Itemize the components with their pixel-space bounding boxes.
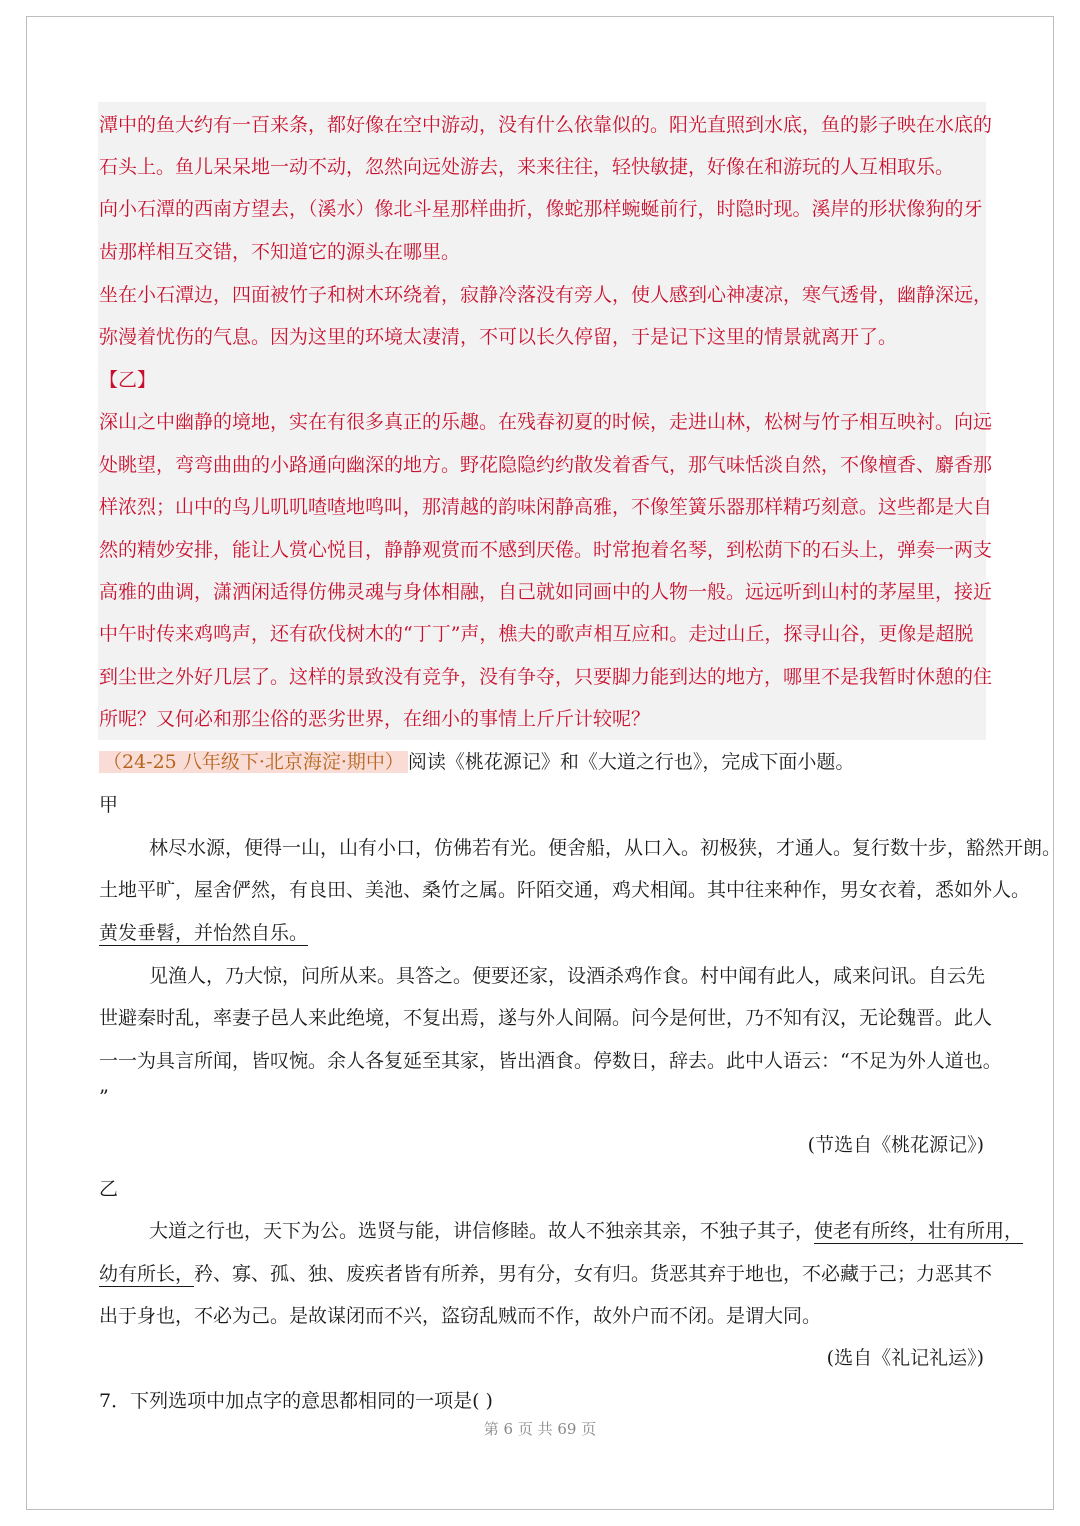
translation-line: 所呢？又何必和那尘俗的恶劣世界，在细小的事情上斤斤计较呢？: [99, 708, 651, 730]
translation-line: 向小石潭的西南方望去，（溪水）像北斗星那样曲折，像蛇那样蜿蜒前行，时隐时现。溪岸的形状像狗的牙: [99, 198, 983, 220]
passage-line: 土地平旷，屋舍俨然，有良田、美池、桑竹之属。阡陌交通，鸡犬相闻。其中往来种作，男女衣着，悉如外人。: [99, 879, 1031, 901]
passage-label-yi: 乙: [99, 1178, 119, 1200]
page-number: 第 6 页 共 69 页: [483, 1420, 597, 1438]
passage-source-yi: (选自《礼记礼运》): [826, 1347, 984, 1369]
underlined-phrase: 使老有所终，壮有所用，: [814, 1220, 1024, 1242]
translation-line: 石头上。鱼儿呆呆地一动不动，忽然向远处游去，来来往往，轻快敏捷，好像在和游玩的人互相取乐。: [99, 156, 955, 178]
passage-line: 见渔人，乃大惊，问所从来。具答之。便要还家，设酒杀鸡作食。村中闻有此人，咸来问讯。自云先: [149, 965, 986, 987]
translation-line: 深山之中幽静的境地，实在有很多真正的乐趣。在残春初夏的时候，走进山林，松树与竹子相互映衬。向远: [99, 411, 993, 433]
passage-line: 世避秦时乱，率妻子邑人来此绝境，不复出焉，遂与外人间隔。问今是何世，乃不知有汉，无论魏晋。此人: [99, 1007, 993, 1029]
passage-line: 一一为具言所闻，皆叹惋。余人各复延至其家，皆出酒食。停数日，辞去。此中人语云：“不足为外人道也。: [99, 1050, 1002, 1072]
passage-line: 林尽水源，便得一山，山有小口，仿佛若有光。便舍船，从口入。初极狭，才通人。复行数十步，豁然开朗。: [149, 837, 1062, 859]
translation-line: 坐在小石潭边，四面被竹子和树木环绕着，寂静冷落没有旁人，使人感到心神凄凉，寒气透骨，幽静深远，: [99, 284, 993, 306]
translation-line: 处眺望，弯弯曲曲的小路通向幽深的地方。野花隐隐约约散发着香气，那气味恬淡自然，不像檀香、麝香那: [99, 454, 993, 476]
passage-source-jia: (节选自《桃花源记》): [807, 1134, 984, 1156]
intro-text: 阅读《桃花源记》和《大道之行也》，完成下面小题。: [407, 751, 855, 773]
passage-line: [149, 1219, 1023, 1243]
passage-line: [99, 1262, 992, 1286]
passage-text: 矜、寡、孤、独、废疾者皆有所养，男有分，女有归。货恶其弃于地也，不必藏于己；力恶其不: [194, 1263, 993, 1285]
translation-line: 到尘世之外好几层了。这样的景致没有竞争，没有争夺，只要脚力能到达的地方，哪里不是我暂时休憩的住: [99, 666, 993, 688]
question-7: 7．下列选项中加点字的意思都相同的一项是( ): [99, 1390, 493, 1412]
underlined-phrase: 幼有所长，: [99, 1263, 195, 1285]
translation-line: 高雅的曲调，潇洒闲适得仿佛灵魂与身体相融，自己就如同画中的人物一般。远远听到山村的茅屋里，接近: [99, 581, 993, 603]
source-tag: （24-25 八年级下·北京海淀·期中）: [99, 751, 408, 773]
underlined-sentence: 黄发垂髫，并怡然自乐。: [99, 922, 309, 944]
translation-line: 样浓烈；山中的鸟儿叽叽喳喳地鸣叫，那清越的韵味闲静高雅，不像笙簧乐器那样精巧刻意。这些都是大自: [99, 496, 993, 518]
passage-line: 出于身也，不必为己。是故谋闭而不兴，盗窃乱贼而不作，故外户而不闭。是谓大同。: [99, 1305, 822, 1327]
passage-label-jia: 甲: [99, 794, 119, 816]
translation-line: 中午时传来鸡鸣声，还有砍伐树木的“丁丁”声，樵夫的歌声相互应和。走过山丘，探寻山谷，更像是超脱: [99, 623, 974, 645]
translation-line: 弥漫着忧伤的气息。因为这里的环境太凄清，不可以长久停留，于是记下这里的情景就离开了。: [99, 326, 898, 348]
translation-line: 潭中的鱼大约有一百来条，都好像在空中游动，没有什么依靠似的。阳光直照到水底，鱼的影子映在水底的: [99, 114, 993, 136]
translation-line: 齿那样相互交错，不知道它的源头在哪里。: [99, 241, 461, 263]
section-heading-yi: 【乙】: [99, 369, 157, 391]
passage-line: ”: [99, 1086, 109, 1108]
passage-text: 大道之行也，天下为公。选贤与能，讲信修睦。故人不独亲其亲，不独子其子，: [149, 1220, 815, 1242]
question-intro: [99, 750, 854, 774]
translation-line: 然的精妙安排，能让人赏心悦目，静静观赏而不感到厌倦。时常抱着名琴，到松荫下的石头上，弹奏一两支: [99, 539, 993, 561]
